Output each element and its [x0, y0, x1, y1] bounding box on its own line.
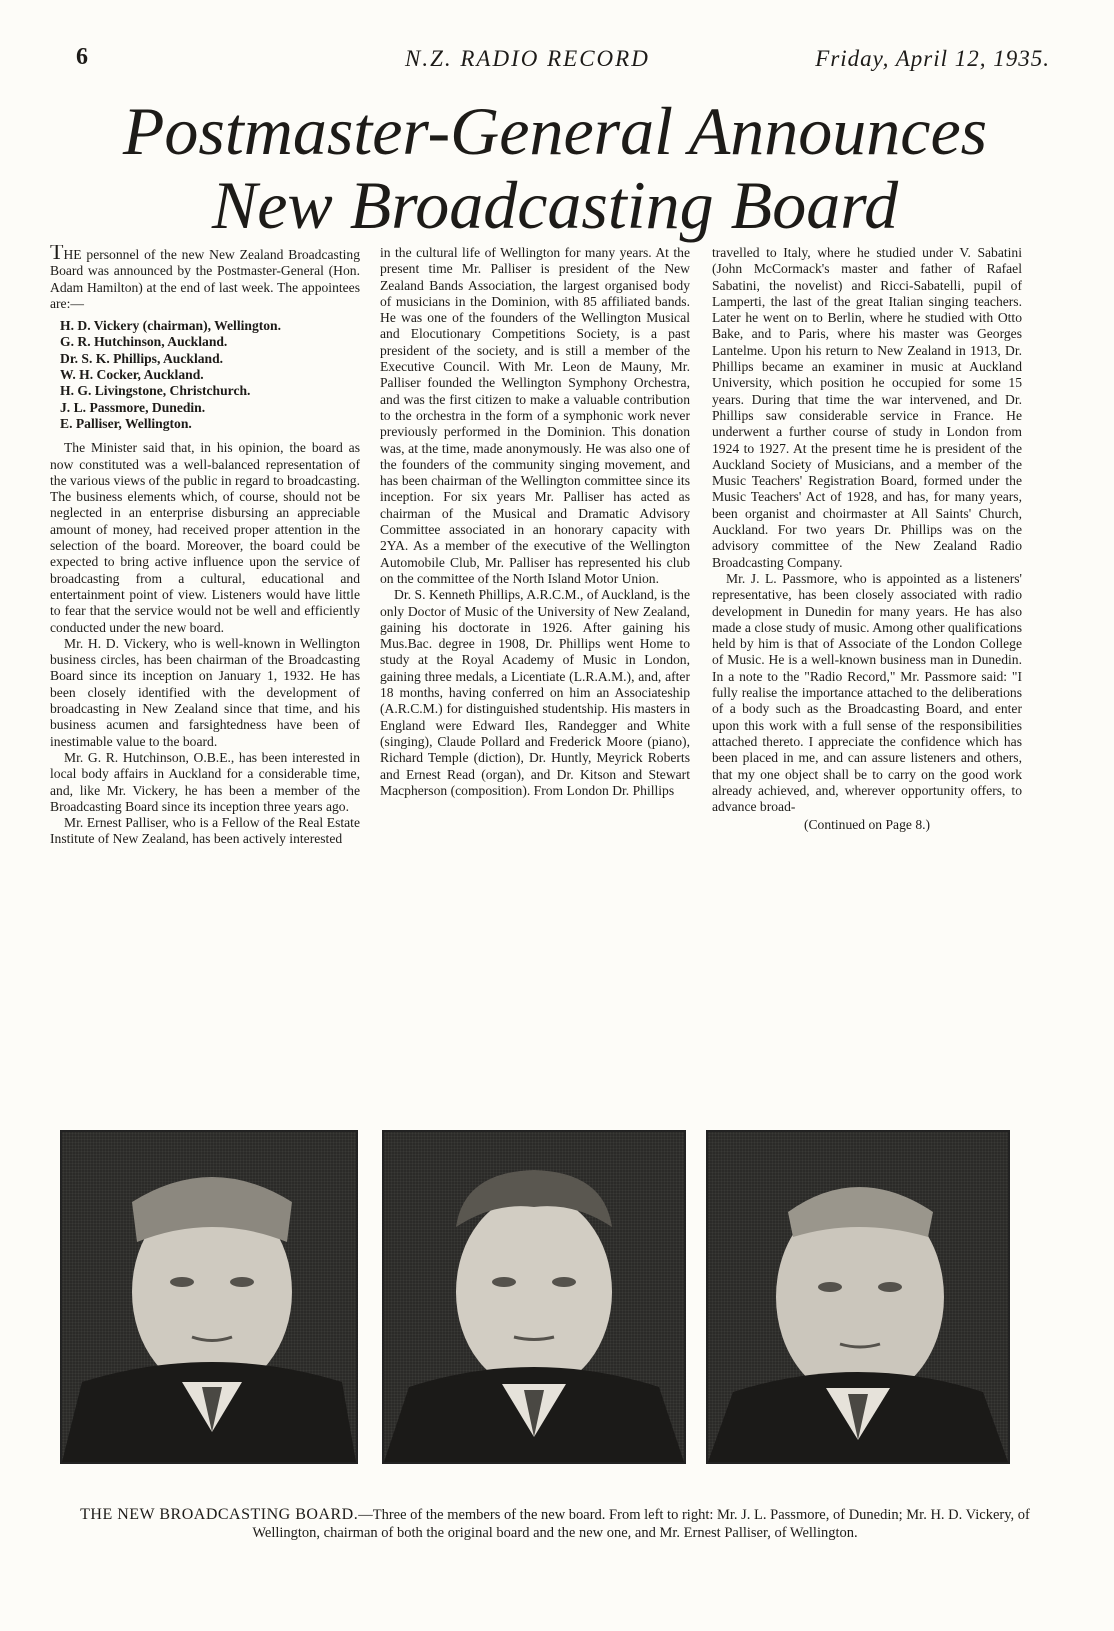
article-paragraph: Mr. Ernest Palliser, who is a Fellow of the Real Estate Institute of New Zealand, has been actively interested	[50, 815, 360, 847]
headline-line-1: Postmaster-General Announces	[122, 93, 988, 169]
appointee-item: E. Palliser, Wellington.	[60, 415, 192, 431]
portrait-image	[708, 1132, 1008, 1462]
article-paragraph: in the cultural life of Wellington for many years. At the present time Mr. Palliser is president of the New Zealand Bands Association, the largest organised body of musicians in the Dominion, with 85 affiliated bands. He was one of the founders of the Wellington Musical and Elocutionary Competitions Society, is a past president of the society, and is still a member of the Executive Council. With Mr. Leon de Mauny, Mr. Palliser founded the Wellington Symphony Orchestra, and was the first citizen to make a valuable contribution to the orchestra in the form of a symphonic work never previously performed in the Dominion. This donation was, at the time, made anonymously. He was also one of the founders of the community singing movement, and has been chairman of the Wellington committee since its inception. For six years Mr. Palliser has acted as chairman of the Musical and Dramatic Advisory Committee associated in an honorary capacity with 2YA. As a member of the executive of the Wellington Automobile Club, Mr. Palliser has represented his club on the committee of the North Island Motor Union.	[380, 245, 690, 586]
portrait-passmore	[60, 1130, 358, 1464]
appointee-item: G. R. Hutchinson, Auckland.	[60, 334, 228, 350]
intro-paragraph	[50, 245, 360, 312]
caption-heading: THE NEW BROADCASTING BOARD.	[80, 1506, 359, 1523]
article-column-1	[50, 245, 360, 1115]
continued-note: (Continued on Page 8.)	[803, 817, 931, 833]
article-column-2	[380, 245, 690, 1115]
article-paragraph: The Minister said that, in his opinion, the board as now constituted was a well-balanced representation of the various views of the public in regard to broadcasting. The business elements which, of course, should not be neglected in an enterprise disbursing an appreciable amount of money, had received proper attention in the selection of the board. Moreover, the board could be expected to bring active influence upon the service of broadcasting from a cultural, educational and entertainment point of view. Listeners would have little to fear that the service would not be well and efficiently conducted under the new board.	[50, 440, 360, 635]
article-paragraph: Mr. J. L. Passmore, who is appointed as a listeners' representative, has been closely associated with radio development in Dunedin for many years. He has also made a close study of music. Among other qualifications held by him is that of Associate of the London College of Music. He is a well-known business man in Dunedin. In a note to the "Radio Record," Mr. Passmore said: "I fully realise the importance attached to the deliberations of a body such as the Broadcasting Board, and enter upon this work with a full sense of the responsibilities attached thereto. I appreciate the confidence which has been placed in me, and can assure listeners and others, that my one object shall be to carry on the good work already achieved, and, wherever opportunity offers, to advance broad-	[712, 570, 1022, 815]
appointee-item: H. D. Vickery (chairman), Wellington.	[60, 318, 282, 334]
portrait-palliser	[706, 1130, 1010, 1464]
portrait-image	[384, 1132, 684, 1462]
portrait-vickery	[382, 1130, 686, 1464]
page-number: 6	[76, 44, 88, 70]
issue-date: Friday, April 12, 1935.	[815, 46, 1050, 71]
appointee-item: Dr. S. K. Phillips, Auckland.	[60, 350, 224, 366]
article-paragraph: Mr. H. D. Vickery, who is well-known in Wellington business circles, has been chairman of the Broadcasting Board since its inception on January 1, 1932. He has been closely identified with the development of broadcasting in New Zealand since that time, and his business acumen and farsightedness have been of inestimable value to the board.	[50, 635, 360, 749]
headline	[60, 94, 1050, 242]
caption-text: —Three of the members of the new board. From left to right: Mr. J. L. Passmore, of Dunedin; Mr. H. D. Vickery, of Wellington, chairman of both the original board and the new one, and Mr. Ernest Palliser, of Wellington.	[252, 1507, 1030, 1541]
page-header	[70, 44, 1050, 78]
publication-name: N.Z. RADIO RECORD	[405, 46, 650, 71]
appointee-item: W. H. Cocker, Auckland.	[60, 367, 204, 383]
headline-line-2: New Broadcasting Board	[211, 167, 899, 243]
drop-cap: T	[50, 245, 64, 264]
photo-caption	[50, 1506, 1060, 1542]
appointee-list	[60, 318, 360, 432]
appointee-item: J. L. Passmore, Dunedin.	[60, 399, 206, 415]
article-paragraph: Dr. S. Kenneth Phillips, A.R.C.M., of Auckland, is the only Doctor of Music of the University of New Zealand, gaining his doctorate in 1926. After gaining his Mus.Bac. degree in 1908, Dr. Phillips went Home to study at the Royal Academy of Music in London, gaining three medals, a Licentiate (L.R.A.M.), and, after 18 months, having conferred on him an Associateship (A.R.C.M.) for distinguished studentship. His masters in England were Edward Iles, Randegger and White (singing), Claude Pollard and Frederick Moore (piano), Richard Temple (diction), Dr. Huntly, Meyrick Roberts and Ernest Read (organ), and Dr. Kitson and Stewart Macpherson (composition). From London Dr. Phillips	[380, 587, 690, 798]
article-column-3	[712, 245, 1022, 1115]
intro-text: HE personnel of the new New Zealand Broadcasting Board was announced by the Postmaster-General (Hon. Adam Hamilton) at the end of last week. The appointees are:—	[50, 247, 360, 311]
portrait-image	[62, 1132, 356, 1462]
article-paragraph: travelled to Italy, where he studied under V. Sabatini (John McCormack's master and father of Rafael Sabatini, the novelist) and Ricci-Sabatelli, pupil of Lamperti, the last of the great Italian singing teachers. Later he went on to Berlin, where he studied with Otto Bake, and to Paris, where his master was Georges Lantelme. Upon his return to New Zealand in 1913, Dr. Phillips became an examiner in music at Auckland University, which position he occupied for some 15 years. During that time the war intervened, and Dr. Phillips saw considerable service in France. He underwent a further course of study in London from 1924 to 1927. At the present time he is president of the Auckland Society of Musicians, and a member of the Music Teachers' Registration Board, formed under the Music Teachers' Act of 1928, and has, for many years, been organist and choirmaster at All Saints' Church, Auckland. For two years Dr. Phillips was on the advisory committee of the New Zealand Radio Broadcasting Company.	[712, 245, 1022, 570]
appointee-item: H. G. Livingstone, Christchurch.	[60, 383, 251, 399]
article-paragraph: Mr. G. R. Hutchinson, O.B.E., has been interested in local body affairs in Auckland for a considerable time, and, like Mr. Vickery, he has been a member of the Broadcasting Board since its inception three years ago.	[50, 749, 360, 814]
